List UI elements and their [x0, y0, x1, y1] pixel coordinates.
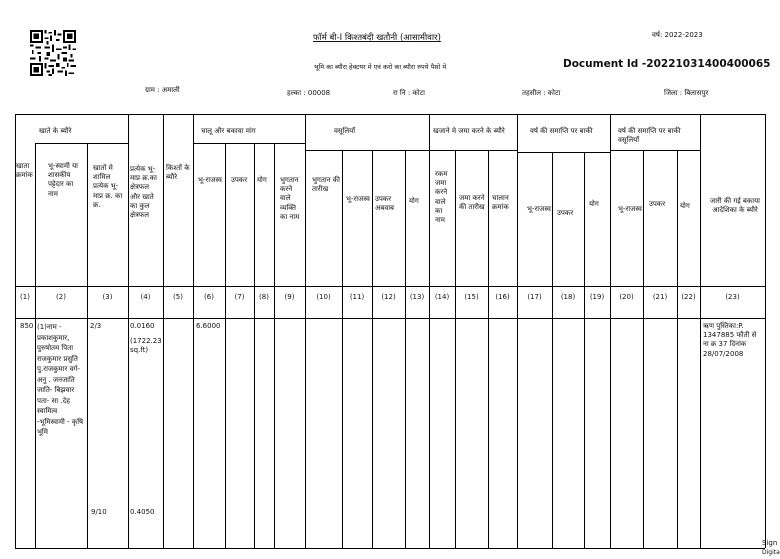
col-18-header: उपकर	[557, 209, 574, 217]
khasra-area-1-sqft: (1722.23 sq.ft)	[130, 337, 162, 355]
tehsil-label: तहसील : कोटा	[522, 89, 561, 97]
group-samapti-vasool: वर्ष की समाप्ति पर बाकी वसूलियाँ	[618, 127, 681, 145]
col-number: (3)	[102, 293, 113, 301]
col-number: (17)	[527, 293, 542, 301]
col-15-header: जमा करने की तारीख	[459, 194, 485, 212]
col-number: (22)	[681, 293, 696, 301]
col-1-header: खाता क्रमांक	[16, 162, 33, 180]
khata-number: 850	[20, 322, 34, 330]
col-22-header: योग	[680, 202, 690, 210]
col-4-header: प्रत्येक भू-माप्न क्र.का क्षेत्रफल और खाते का कुल क्षेत्रफल	[130, 165, 157, 220]
col-number: (14)	[434, 293, 450, 301]
khasra-area-2: 0.4050	[130, 508, 155, 516]
col-19-header: योग	[589, 200, 599, 208]
col-number: (7)	[234, 293, 245, 301]
year-label: वर्ष: 2022-2023	[652, 31, 703, 39]
col-9-header: भुगतान करने वाले व्यक्ति का नाम	[280, 176, 300, 221]
khasra-number-1: 2/3	[90, 322, 102, 330]
col-21-header: उपकर	[649, 200, 666, 208]
col-20-header: भू-राजस्व	[618, 205, 642, 213]
col-number: (5)	[173, 293, 183, 301]
form-title: फॉर्म बी-I किश्तबंदी खतौनी (आसामीवार)	[313, 33, 441, 43]
col-17-header: भू-राजस्व	[527, 205, 551, 213]
remarks: ऋण पुस्तिका:P. 1347885 फौती से ना क्र 37 दिनांक 28/07/2008	[703, 322, 757, 358]
khasra-number-2: 9/10	[91, 508, 107, 516]
col-13-header: योग	[409, 197, 419, 205]
col-number: (19)	[589, 293, 605, 301]
col-11-header: भू-राजस्व	[346, 195, 370, 203]
owner-details: (1)नाम - प्रकाशकुमार, पुरुषोतम पिता राजकुमार प्रसुति पु.राजकुमार वर्ग- अनु . जनजाति जाति- बिझवार पता- सा .देह स्वामित्व -भूमिस्वामी - कृषि भूमि	[37, 323, 84, 436]
col-2-header: भू-स्वामी या शासकीय पट्टेदार का नाम	[48, 162, 78, 198]
khasra-area-1: 0.0160	[130, 322, 155, 330]
col-10-header: भुगतान की तारीख	[312, 176, 340, 194]
col-number: (9)	[284, 293, 295, 301]
signature-label: Sign	[762, 539, 778, 547]
col-number: (21)	[652, 293, 668, 301]
col-3-header: खातों मे शामिल प्रत्येक भू-माप्न क्र. का क्र.	[93, 164, 123, 209]
bhu-rajasv-value: 6.6000	[196, 322, 221, 330]
col-number: (13)	[409, 293, 425, 301]
col-number: (4)	[140, 293, 151, 301]
group-khate: खाते के ब्यौरे	[39, 127, 72, 135]
col-5-header: किश्तों के ब्यौरे	[166, 164, 190, 182]
group-vasooliyan: वसूलियाँ	[334, 127, 356, 135]
group-samapti: वर्ष की समाप्ति पर बाकी	[530, 127, 593, 135]
digital-label: Digita	[762, 549, 780, 556]
col-12-header: उपकर अबवाब	[375, 195, 395, 213]
gram-label: ग्राम : अमाली	[145, 86, 180, 94]
col-number: (16)	[495, 293, 510, 301]
group-chalu: चालू और बकाया मांग	[201, 127, 256, 135]
col-number: (15)	[464, 293, 479, 301]
col-6-header: भू-राजस्व	[198, 176, 222, 184]
col-14-header: रकम जमा करने वाले का नाम	[435, 170, 448, 225]
col-16-header: चालान क्रमांक	[492, 194, 509, 212]
col-number: (12)	[381, 293, 396, 301]
halka-label: हल्का : 00008	[287, 89, 331, 97]
col-8-header: योग	[257, 176, 267, 184]
col-number: (20)	[619, 293, 634, 301]
zila-label: जिला : बिलासपुर	[664, 89, 709, 97]
page-subtitle: भूमि का ब्यौरा हेक्टयर मे एवं करो का ब्यौरा रुपये पैसो मे	[314, 63, 447, 71]
qr-code	[30, 30, 76, 76]
col-number: (18)	[560, 293, 576, 301]
col-number: (2)	[56, 293, 66, 301]
col-number: (10)	[316, 293, 331, 301]
col-23-header: जारी की गई बकाया आदेशिका के ब्यौरे	[710, 197, 760, 215]
col-number: (11)	[349, 293, 365, 301]
col-7-header: उपकर	[231, 176, 248, 184]
rani-label: रा नि : कोटा	[393, 89, 425, 97]
col-number: (1)	[20, 293, 30, 301]
document-id: Document Id -20221031400400065	[563, 58, 771, 70]
col-number: (8)	[259, 293, 269, 301]
col-number: (6)	[204, 293, 214, 301]
col-number: (23)	[725, 293, 740, 301]
group-khazane: खजाने मे जमा करने के ब्यौरे	[433, 127, 505, 135]
